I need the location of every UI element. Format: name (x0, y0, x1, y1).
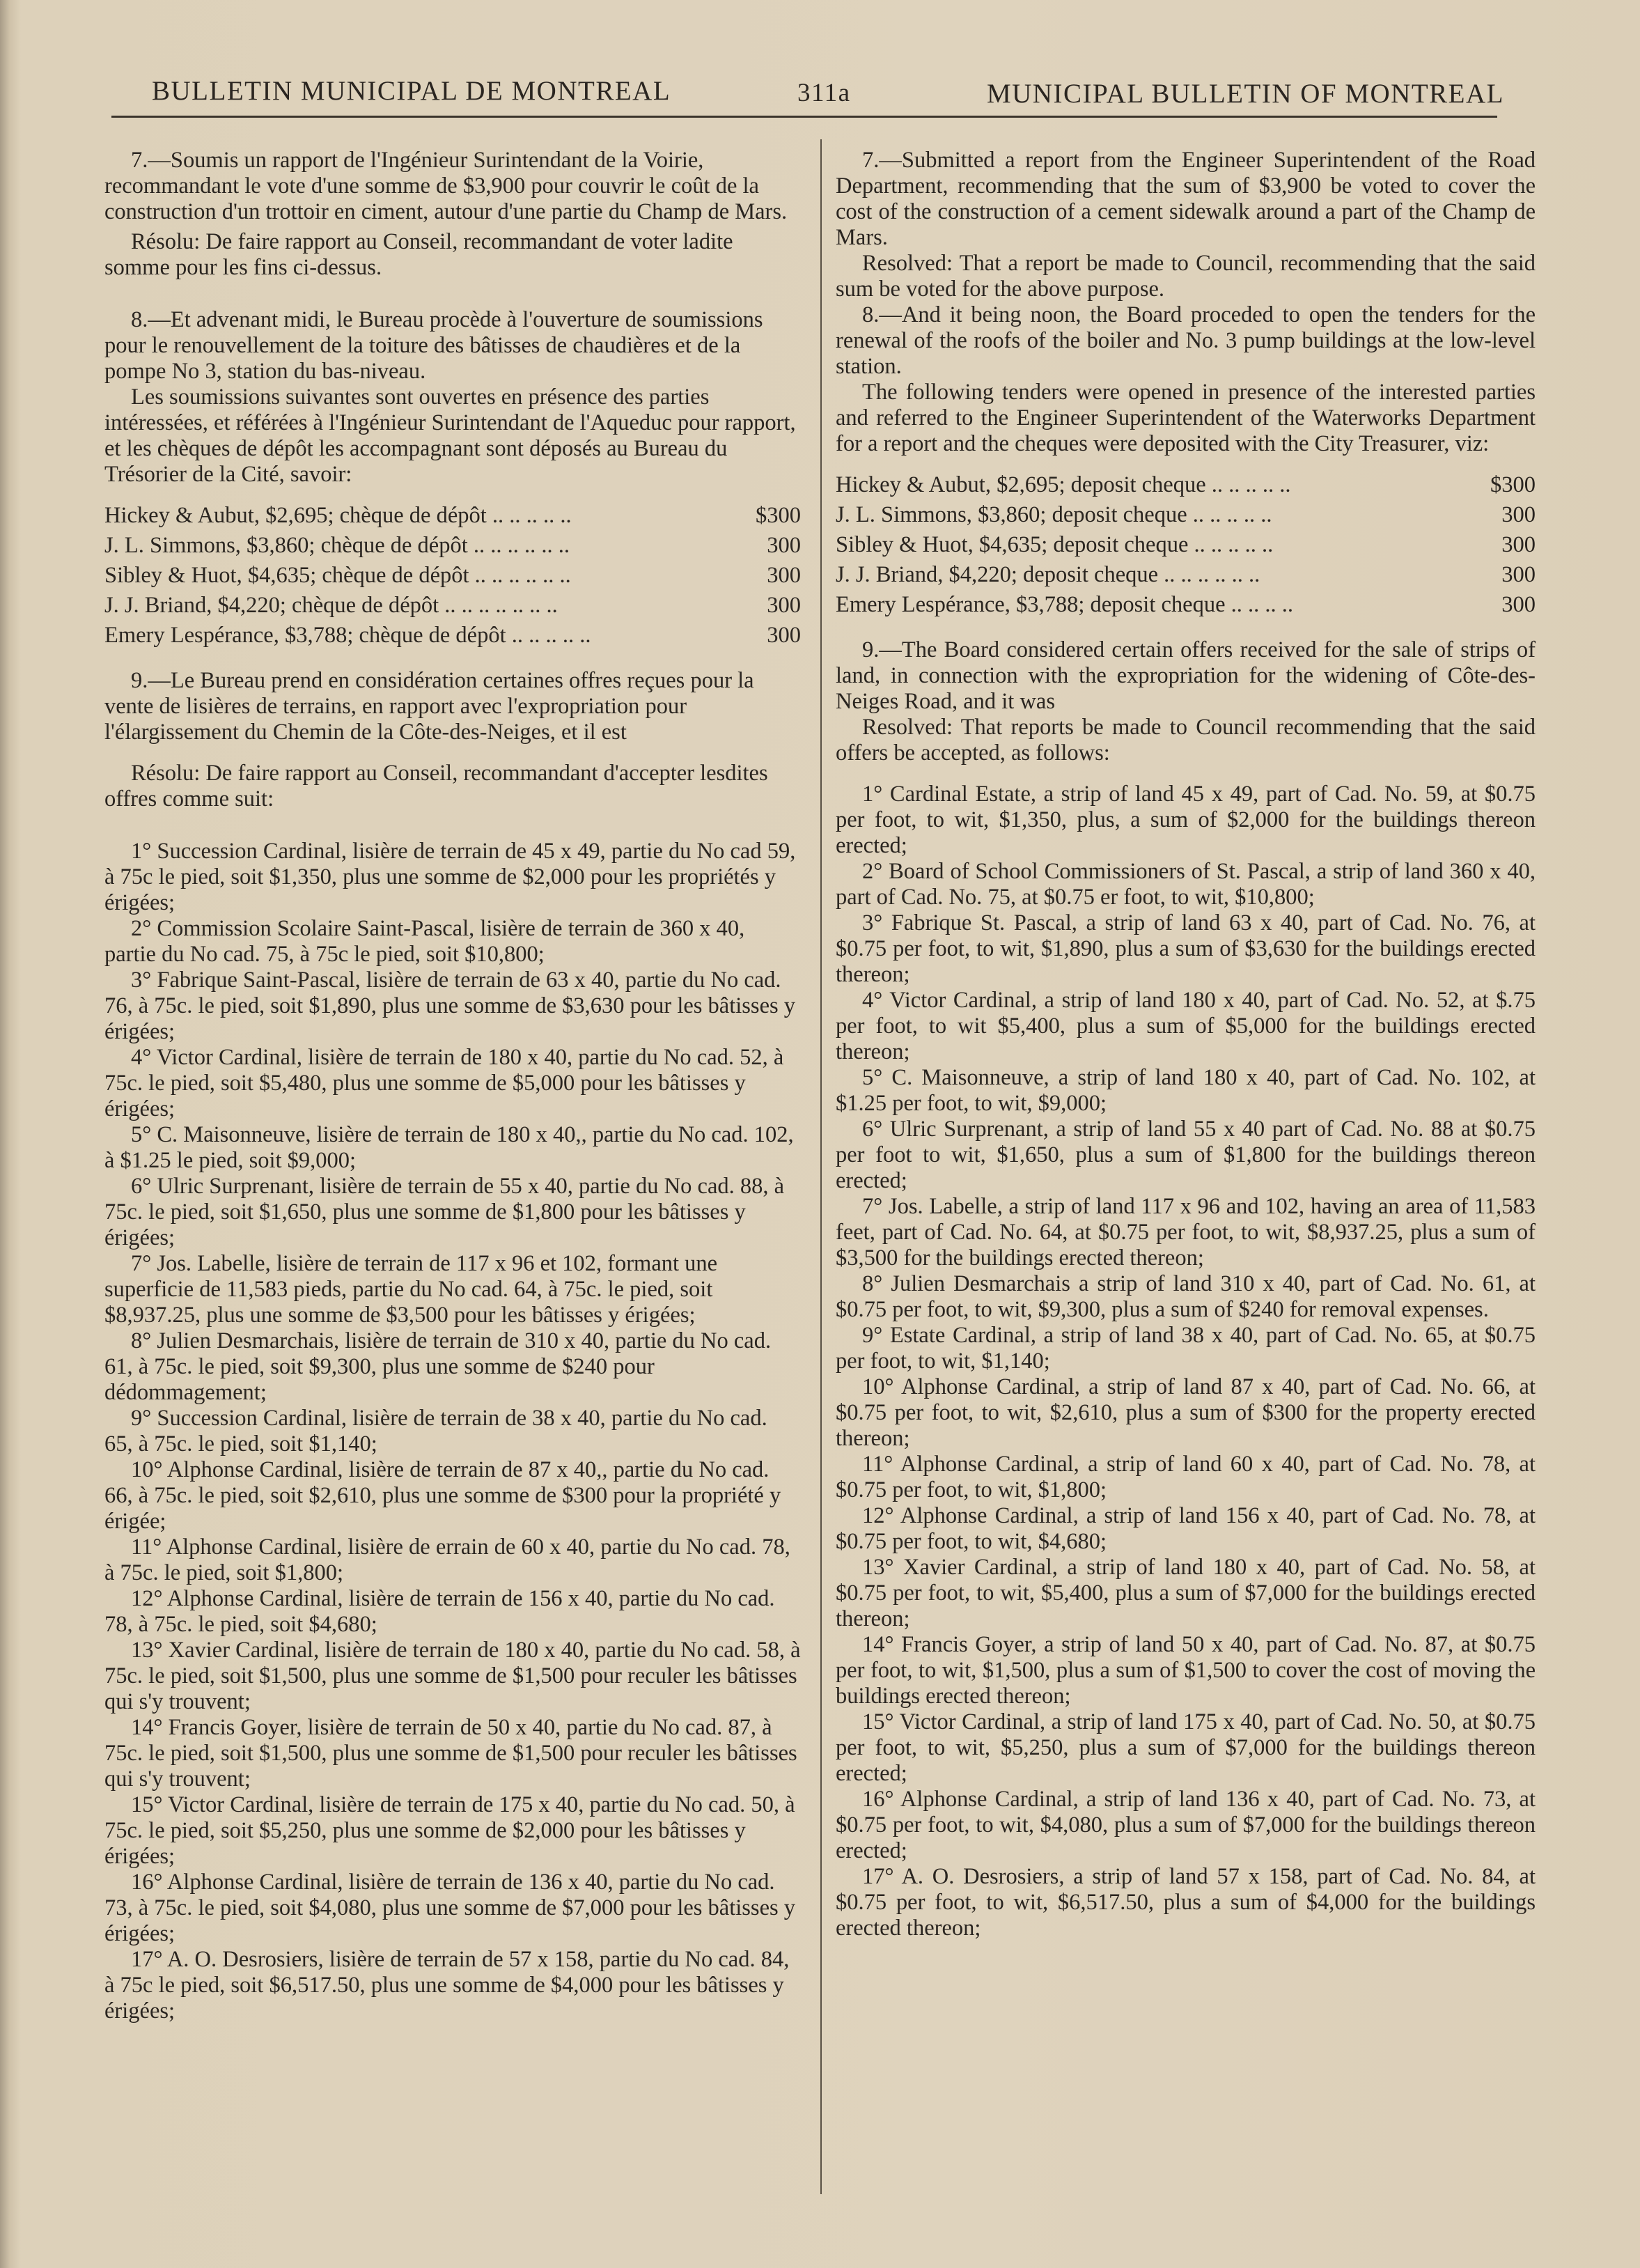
fr-item-9: 9.—Le Bureau prend en considération certaines offres reçues pour la vente de lisières de terrains, en rapport avec l'expropriation pour l'élargissement du Chemin de la Côte-des-Neiges, et il est (104, 668, 754, 745)
fr-offer: 10° Alphonse Cardinal, lisière de terrain de 87 x 40,, partie du No cad. 66, à 75c. le pied, soit $2,610, plus une somme de $300 pour la propriété y érigée; (104, 1457, 781, 1534)
fr-offer: 7° Jos. Labelle, lisière de terrain de 117 x 96 et 102, formant une superficie de 11,583 pieds, partie du No cad. 64, à 75c. le pied, soit $8,937.25, plus une somme de $3,500 pour les bâtisses y érigées; (104, 1251, 718, 1328)
fr-tender-amount: 300 (767, 593, 801, 618)
fr-tender-list (104, 503, 801, 653)
fr-item-8-tenders-intro: Les soumissions suivantes sont ouvertes en présence des parties intéressées, et référées à l'Ingénieur Surintendant de l'Aqueduc pour rapport, et les chèques de dépôt les accompagnant sont déposés au Bureau du Trésorier de la Cité, savoir: (104, 385, 796, 487)
fr-tender-text: Emery Lespérance, $3,788; chèque de dépôt .. .. .. .. .. (104, 623, 591, 648)
fr-offer: 3° Fabrique Saint-Pascal, lisière de terrain de 63 x 40, partie du No cad. 76, à 75c. le pied, soit $1,890, plus une somme de $3,630 pour les bâtisses y érigées; (104, 968, 796, 1044)
fr-offer: 9° Succession Cardinal, lisière de terrain de 38 x 40, partie du No cad. 65, à 75c. le pied, soit $1,140; (104, 1406, 767, 1457)
fr-offer-list (104, 839, 801, 2024)
fr-tender-text: J. J. Briand, $4,220; chèque de dépôt .. .. .. .. .. .. .. (104, 593, 558, 618)
en-tender-amount: 300 (1501, 532, 1536, 557)
en-offer: 13° Xavier Cardinal, a strip of land 180 x 40, part of Cad. No. 58, at $0.75 per foot, to wit, $5,400, plus a sum of $7,000 for the buildings erected thereon; (836, 1555, 1536, 1631)
fr-item-7: 7.—Soumis un rapport de l'Ingénieur Surintendant de la Voirie, recommandant le vote d'une somme de $3,900 pour couvrir le coût de la construction d'un trottoir en ciment, autour d'une partie du Champ de Mars. (104, 148, 788, 224)
en-resolution-7: Resolved: That a report be made to Council, recommending that the said sum be voted for the above purpose. (836, 251, 1536, 302)
fr-offer: 17° A. O. Desrosiers, lisière de terrain de 57 x 158, partie du No cad. 84, à 75c le pied, soit $6,517.50, plus une somme de $4,000 pour les bâtisses y érigées; (104, 1947, 790, 2024)
fr-offer: 1° Succession Cardinal, lisière de terrain de 45 x 49, partie du No cad 59, à 75c le pied, soit $1,350, plus une somme de $2,000 pour les propriétés y érigées; (104, 839, 796, 915)
en-offer: 16° Alphonse Cardinal, a strip of land 136 x 40, part of Cad. No. 73, at $0.75 per foot, to wit, $4,080, plus a sum of $7,000 for the buildings thereon erected; (836, 1787, 1536, 1863)
page-number: 311a (797, 79, 851, 107)
en-item-7: 7.—Submitted a report from the Engineer Superintendent of the Road Department, recommending that the sum of $3,900 be voted to cover the cost of the construction of a cement sidewalk around a part of the Champ de Mars. (836, 148, 1536, 250)
en-tender-row (836, 502, 1536, 532)
header-french-title: BULLETIN MUNICIPAL DE MONTREAL (152, 76, 671, 106)
fr-item-8: 8.—Et advenant midi, le Bureau procède à l'ouverture de soumissions pour le renouvellement de la toiture des bâtisses de chaudières et de la pompe No 3, station du bas-niveau. (104, 307, 763, 384)
fr-tender-amount: 300 (767, 563, 801, 588)
fr-offer: 8° Julien Desmarchais, lisière de terrain de 310 x 40, partie du No cad. 61, à 75c. le pied, soit $9,300, plus une somme de $240 pour dédommagement; (104, 1328, 772, 1405)
en-item-8: 8.—And it being noon, the Board proceded to open the tenders for the renewal of the roofs of the boiler and No. 3 pump buildings at the low-level station. (836, 302, 1536, 379)
en-tender-text: J. L. Simmons, $3,860; deposit cheque .. .. .. .. .. (836, 502, 1272, 527)
en-tender-text: Sibley & Huot, $4,635; deposit cheque .. .. .. .. .. (836, 532, 1274, 557)
en-offer: 15° Victor Cardinal, a strip of land 175 x 40, part of Cad. No. 50, at $0.75 per foot, to wit, $5,250, plus a sum of $7,000 for the buildings thereon erected; (836, 1709, 1536, 1786)
fr-tender-amount: 300 (767, 623, 801, 648)
fr-offer: 12° Alphonse Cardinal, lisière de terrain de 156 x 40, partie du No cad. 78, à 75c. le pied, soit $4,680; (104, 1586, 775, 1637)
fr-offer: 13° Xavier Cardinal, lisière de terrain de 180 x 40, partie du No cad. 58, à 75c. le pied, soit $1,500, plus une somme de $1,500 pour reculer les bâtisses qui s'y trouvent; (104, 1638, 801, 1714)
en-resolution-9: Resolved: That reports be made to Council recommending that the said offers be accepted, as follows: (836, 715, 1536, 766)
fr-offer: 2° Commission Scolaire Saint-Pascal, lisière de terrain de 360 x 40, partie du No cad. 75, à 75c le pied, soit $10,800; (104, 916, 745, 967)
fr-offer: 4° Victor Cardinal, lisière de terrain de 180 x 40, partie du No cad. 52, à 75c. le pied, soit $5,480, plus une somme de $5,000 pour les bâtisses y érigées; (104, 1045, 784, 1121)
en-offer: 7° Jos. Labelle, a strip of land 117 x 96 and 102, having an area of 11,583 feet, part of Cad. No. 64, at $0.75 per foot, to wit, $8,937.25, plus a sum of $3,500 for the buildings erected thereon; (836, 1194, 1536, 1271)
en-offer: 9° Estate Cardinal, a strip of land 38 x 40, part of Cad. No. 65, at $0.75 per foot, to wit, $1,140; (836, 1323, 1536, 1374)
header-english-title: MUNICIPAL BULLETIN OF MONTREAL (986, 79, 1504, 109)
en-offer: 6° Ulric Surprenant, a strip of land 55 x 40 part of Cad. No. 88 at $0.75 per foot to wit, $1,650, plus a sum of $1,800 for the buildings thereon erected; (836, 1117, 1536, 1193)
en-offer: 4° Victor Cardinal, a strip of land 180 x 40, part of Cad. No. 52, at $.75 per foot, to wit $5,400, plus a sum of $5,000 for the buildings erected thereon; (836, 988, 1536, 1064)
en-tender-amount: 300 (1501, 502, 1536, 527)
fr-offer: 16° Alphonse Cardinal, lisière de terrain de 136 x 40, partie du No cad. 73, à 75c. le pied, soit $4,080, plus une somme de $7,000 pour les bâtisses y érigées; (104, 1870, 796, 1946)
fr-tender-row (104, 533, 801, 563)
header-rule (111, 116, 1497, 118)
en-tender-row (836, 472, 1536, 502)
fr-tender-row (104, 503, 801, 533)
en-tender-amount: $300 (1490, 472, 1536, 497)
fr-tender-amount: 300 (767, 533, 801, 558)
en-tender-text: J. J. Briand, $4,220; deposit cheque .. .. .. .. .. .. (836, 562, 1260, 587)
en-offer: 17° A. O. Desrosiers, a strip of land 57 x 158, part of Cad. No. 84, at $0.75 per foot, to wit, $6,517.50, plus a sum of $4,000 for the buildings erected thereon; (836, 1864, 1536, 1941)
french-column (104, 148, 801, 2024)
en-tender-row (836, 592, 1536, 622)
fr-tender-row (104, 563, 801, 593)
fr-tender-row (104, 593, 801, 623)
en-offer: 3° Fabrique St. Pascal, a strip of land 63 x 40, part of Cad. No. 76, at $0.75 per foot, to wit, $1,890, plus a sum of $3,630 for the buildings erected thereon; (836, 910, 1536, 987)
column-divider (820, 139, 822, 2194)
en-offer: 11° Alphonse Cardinal, a strip of land 60 x 40, part of Cad. No. 78, at $0.75 per foot, to wit, $1,800; (836, 1452, 1536, 1502)
en-tender-row (836, 532, 1536, 562)
fr-tender-amount: $300 (756, 503, 801, 528)
fr-resolution-9: Résolu: De faire rapport au Conseil, recommandant d'accepter lesdites offres comme suit: (104, 761, 768, 811)
en-offer: 12° Alphonse Cardinal, a strip of land 156 x 40, part of Cad. No. 78, at $0.75 per foot, to wit, $4,680; (836, 1503, 1536, 1554)
en-offer: 2° Board of School Commissioners of St. Pascal, a strip of land 360 x 40, part of Cad. No. 75, at $0.75 er foot, to wit, $10,800; (836, 859, 1536, 910)
en-offer: 10° Alphonse Cardinal, a strip of land 87 x 40, part of Cad. No. 66, at $0.75 per foot, to wit, $2,610, plus a sum of $300 for the property erected thereon; (836, 1374, 1536, 1451)
en-tender-amount: 300 (1501, 562, 1536, 587)
fr-offer: 6° Ulric Surprenant, lisière de terrain de 55 x 40, partie du No cad. 88, à 75c. le pied, soit $1,650, plus une somme de $1,800 pour les bâtisses y érigées; (104, 1174, 785, 1250)
en-offer-list (836, 782, 1536, 1941)
en-tender-amount: 300 (1501, 592, 1536, 617)
en-item-8-tenders-intro: The following tenders were opened in presence of the interested parties and referred to the Engineer Superintendent of the Waterworks Department for a report and the cheques were deposited with the City Treasurer, viz: (836, 380, 1536, 456)
en-tender-row (836, 562, 1536, 592)
fr-offer: 14° Francis Goyer, lisière de terrain de 50 x 40, partie du No cad. 87, à 75c. le pied, soit $1,500, plus une somme de $1,500 pour reculer les bâtisses qui s'y trouvent; (104, 1715, 797, 1792)
fr-tender-text: J. L. Simmons, $3,860; chèque de dépôt .. .. .. .. .. .. (104, 533, 570, 558)
fr-tender-text: Hickey & Aubut, $2,695; chèque de dépôt .. .. .. .. .. (104, 503, 572, 528)
fr-offer: 15° Victor Cardinal, lisière de terrain de 175 x 40, partie du No cad. 50, à 75c. le pied, soit $5,250, plus une somme de $2,000 pour les bâtisses y érigées; (104, 1792, 795, 1869)
en-tender-list (836, 472, 1536, 622)
english-column (836, 148, 1536, 1941)
en-offer: 5° C. Maisonneuve, a strip of land 180 x 40, part of Cad. No. 102, at $1.25 per foot, to wit, $9,000; (836, 1065, 1536, 1116)
en-tender-text: Hickey & Aubut, $2,695; deposit cheque .. .. .. .. .. (836, 472, 1291, 497)
en-offer: 1° Cardinal Estate, a strip of land 45 x 49, part of Cad. No. 59, at $0.75 per foot, to wit, $1,350, plus, a sum of $2,000 for the buildings thereon erected; (836, 782, 1536, 858)
en-offer: 8° Julien Desmarchais a strip of land 310 x 40, part of Cad. No. 61, at $0.75 per foot, to wit, $9,300, plus a sum of $240 for removal expenses. (836, 1271, 1536, 1322)
fr-tender-row (104, 623, 801, 653)
page-header (139, 72, 1504, 121)
fr-offer: 5° C. Maisonneuve, lisière de terrain de 180 x 40,, partie du No cad. 102, à $1.25 le pied, soit $9,000; (104, 1122, 794, 1173)
en-offer: 14° Francis Goyer, a strip of land 50 x 40, part of Cad. No. 87, at $0.75 per foot, to wit, $1,500, plus a sum of $1,500 to cover the cost of moving the buildings erected thereon; (836, 1632, 1536, 1709)
en-tender-text: Emery Lespérance, $3,788; deposit cheque .. .. .. .. (836, 592, 1294, 617)
en-item-9: 9.—The Board considered certain offers received for the sale of strips of land, in connection with the expropriation for the widening of Côte-des-Neiges Road, and it was (836, 637, 1536, 714)
fr-tender-text: Sibley & Huot, $4,635; chèque de dépôt .. .. .. .. .. .. (104, 563, 571, 588)
fr-offer: 11° Alphonse Cardinal, lisière de errain de 60 x 40, partie du No cad. 78, à 75c. le pied, soit $1,800; (104, 1535, 790, 1585)
fr-resolution-7: Résolu: De faire rapport au Conseil, recommandant de voter ladite somme pour les fins ci-dessus. (104, 229, 733, 280)
